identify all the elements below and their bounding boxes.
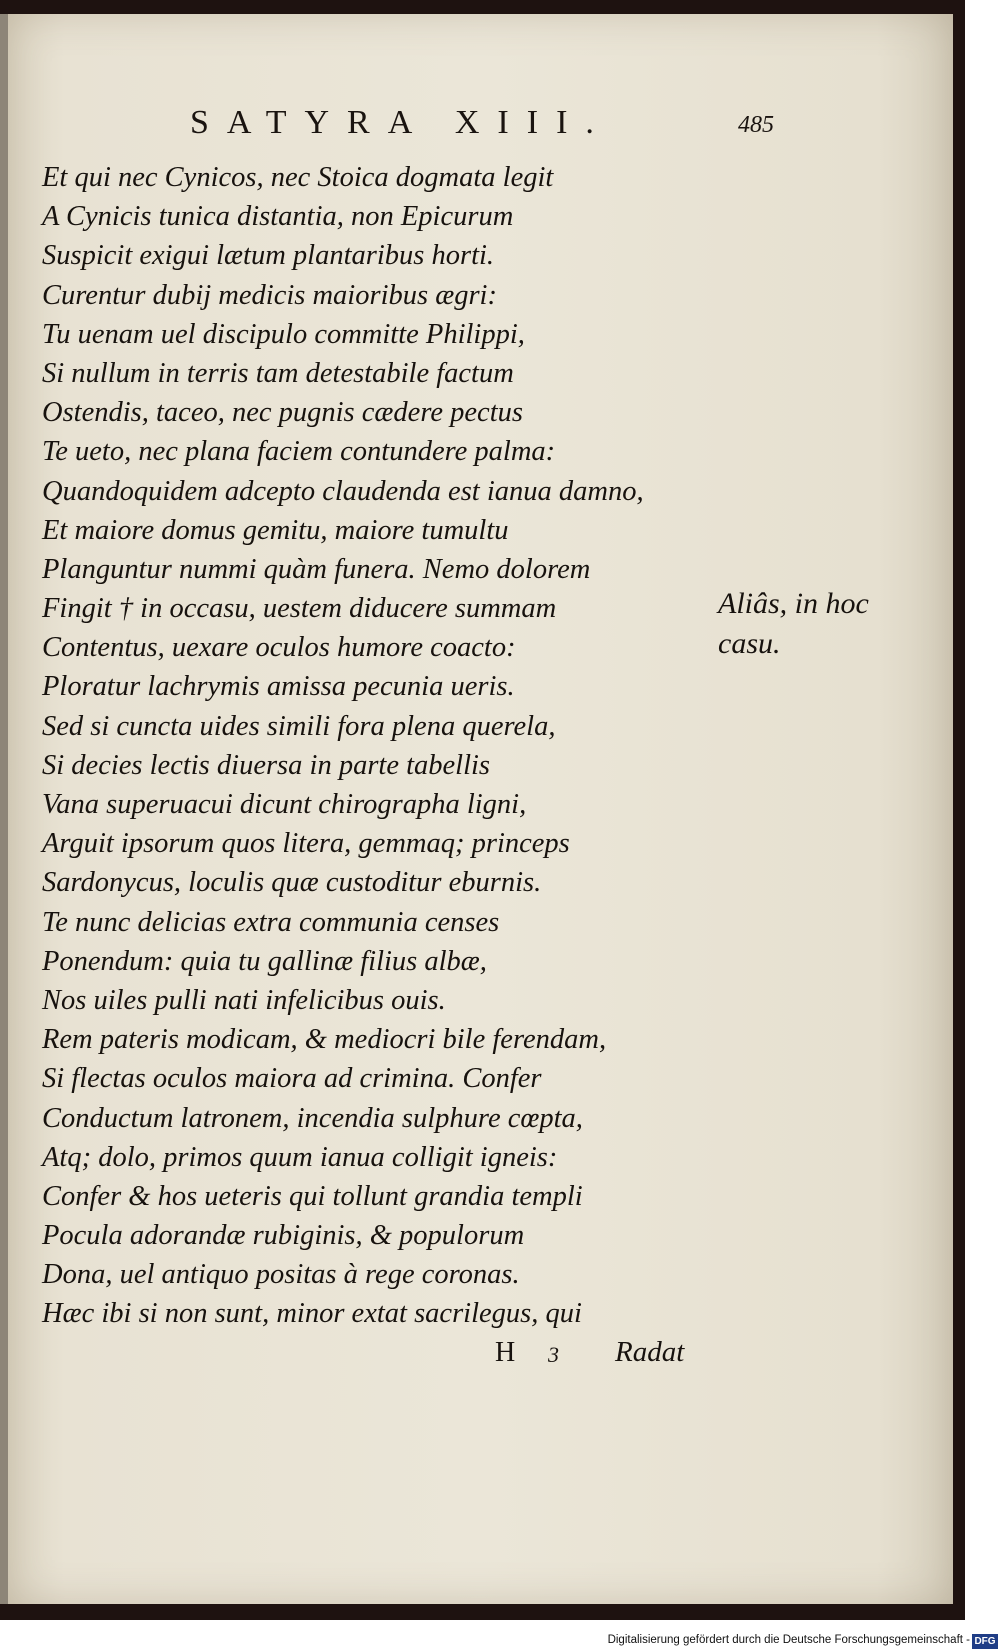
signature-mark: H [495,1337,516,1368]
signature-number: 3 [548,1342,559,1367]
verse-text [42,158,722,1334]
marginal-note [718,584,869,664]
verse-line: Te ueto, nec plana faciem contundere palma: [42,436,556,468]
verse-line: Arguit ipsorum quos litera, gemmaq; princeps [42,828,570,860]
verse-line: Et qui nec Cynicos, nec Stoica dogmata legit [42,162,554,193]
verse-line: Suspicit exigui lætum plantaribus horti. [42,240,495,272]
verse-line: Si decies lectis diuersa in parte tabellis [42,749,491,781]
verse-line: Ploratur lachrymis amissa pecunia ueris. [42,671,515,703]
verse-line: Si nullum in terris tam detestabile factum [42,357,514,389]
marginal-note-line: casu. [718,627,781,660]
verse-line: Sardonycus, loculis quæ custoditur eburnis. [42,867,542,899]
catchword: Radat [615,1336,685,1368]
verse-line: Pocula adorandæ rubiginis, & populorum [42,1220,525,1252]
verse-line: Vana superuacui dicunt chirographa ligni, [42,789,527,820]
verse-line: Conductum latronem, incendia sulphure cœpta, [42,1102,583,1134]
page-number: 485 [738,112,774,138]
verse-line: Curentur dubij medicis maioribus ægri: [42,279,497,311]
running-head: SATYRA XIII. [190,104,612,141]
verse-line: Rem pateris modicam, & mediocri bile ferendam, [42,1024,607,1056]
verse-line: Si flectas oculos maiora ad crimina. Confer [42,1063,542,1095]
verse-line: Nos uiles pulli nati infelicibus ouis. [42,984,446,1016]
verse-line: Atq; dolo, primos quum ianua colligit igneis: [42,1141,558,1173]
verse-line: Tu uenam uel discipulo committe Philippi, [42,318,525,350]
verse-line: A Cynicis tunica distantia, non Epicurum [42,201,514,233]
verse-line: Ponendum: quia tu gallinæ filius albæ, [42,945,487,977]
verse-line: Contentus, uexare oculos humore coacto: [42,632,516,664]
verse-line: Dona, uel antiquo positas à rege coronas. [42,1259,520,1291]
verse-line: Quandoquidem adcepto claudenda est ianua damno, [42,475,644,507]
dfg-logo[interactable]: DFG [972,1634,998,1649]
verse-line: Te nunc delicias extra communia censes [42,906,500,938]
funding-notice: Digitalisierung gefördert durch die Deutsche Forschungsgemeinschaft - [607,1634,970,1646]
verse-line: Planguntur nummi quàm funera. Nemo dolorem [42,553,591,585]
verse-line: Sed si cuncta uides simili fora plena querela, [42,710,556,742]
marginal-note-line: Aliâs, in hoc [718,587,869,620]
verse-line: Et maiore domus gemitu, maiore tumultu [42,514,509,546]
verse-line: Hæc ibi si non sunt, minor extat sacrilegus, qui [42,1298,582,1330]
verse-line: Fingit † in occasu, uestem diducere summam [42,593,557,625]
verse-line: Confer & hos ueteris qui tollunt grandia templi [42,1180,583,1212]
verse-line: Ostendis, taceo, nec pugnis cædere pectus [42,397,523,429]
